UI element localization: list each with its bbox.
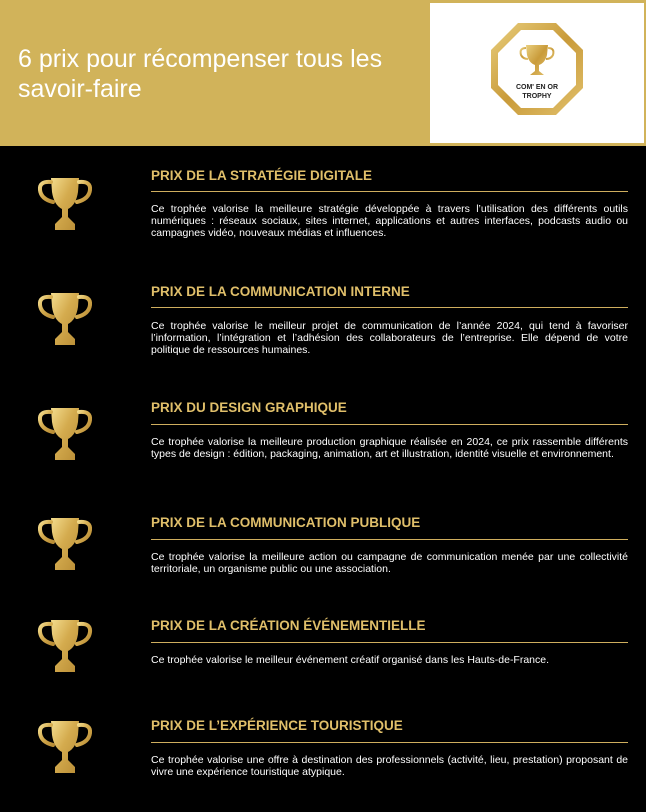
prize-title: PRIX DE LA STRATÉGIE DIGITALE (151, 168, 373, 183)
trophy-logo (430, 3, 644, 143)
divider (151, 307, 628, 308)
prize-description: Ce trophée valorise la meilleure stratégie développée à travers l’utilisation des différents outils numériques : réseaux sociaux, sites internet, applications et autres interfaces, podcasts audio ou campagnes vidéo, nouveaux médias et influences. (151, 203, 628, 240)
trophy-icon (35, 290, 95, 350)
trophy-icon (35, 175, 95, 235)
logo-text-line1: COM' EN OR (515, 84, 559, 91)
prize-title: PRIX DE L’EXPÉRIENCE TOURISTIQUE (151, 718, 403, 733)
prize-title: PRIX DE LA COMMUNICATION PUBLIQUE (151, 515, 421, 530)
prize-description: Ce trophée valorise une offre à destination des professionnels (activité, lieu, prestation) proposant de vivre une expérience touristique atypique. (151, 754, 628, 779)
page-title: 6 prix pour récompenser tous les savoir-faire (18, 45, 383, 103)
divider (151, 742, 628, 743)
trophy-icon (35, 718, 95, 778)
header-banner (0, 0, 646, 146)
prize-title: PRIX DE LA CRÉATION ÉVÉNEMENTIELLE (151, 618, 426, 633)
trophy-icon (35, 515, 95, 575)
prize-title: PRIX DE LA COMMUNICATION INTERNE (151, 284, 410, 299)
divider (151, 424, 628, 425)
prize-description: Ce trophée valorise le meilleur projet de communication de l’année 2024, qui tend à favoriser l’information, l’intégration et l’adhésion des collaborateurs de l’entreprise. Elle dépend de votre politique de ressources humaines. (151, 320, 628, 357)
prize-description: Ce trophée valorise le meilleur événement créatif organisé dans les Hauts-de-France. (151, 654, 550, 666)
trophy-icon (35, 405, 95, 465)
logo-text-line2: TROPHY (522, 93, 552, 100)
prize-description: Ce trophée valorise la meilleure production graphique réalisée en 2024, ce prix rassemble différents types de design : édition, packaging, animation, art et illustration, identité visuelle et environnement. (151, 436, 628, 461)
divider (151, 642, 628, 643)
trophy-icon (35, 617, 95, 677)
octagon-badge-icon (430, 3, 644, 143)
divider (151, 191, 628, 192)
prize-title: PRIX DU DESIGN GRAPHIQUE (151, 400, 347, 415)
divider (151, 539, 628, 540)
prize-description: Ce trophée valorise la meilleure action ou campagne de communication menée par une collectivité territoriale, un organisme public ou une association. (151, 551, 628, 576)
